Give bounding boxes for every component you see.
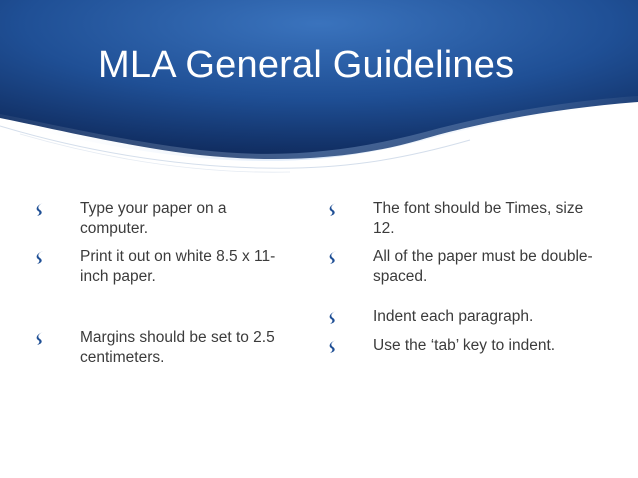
list-item [34,328,296,367]
swirl-bullet-icon [327,250,340,265]
list-item-text: Indent each paragraph. [373,308,534,325]
swirl-bullet-icon [34,250,47,265]
title-banner [0,0,638,180]
swirl-bullet-icon [327,339,340,354]
list-item [34,247,296,286]
slide-title: MLA General Guidelines [98,44,515,86]
list-item [34,199,296,238]
left-column [34,199,296,367]
list-item [327,199,597,238]
list-item-text: Type your paper on a computer. [80,200,227,237]
list-item [327,307,597,327]
right-column [327,199,597,355]
swirl-bullet-icon [327,310,340,325]
list-item-text: The font should be Times, size 12. [373,200,584,237]
swirl-bullet-icon [34,331,47,346]
list-item [327,336,597,356]
list-item-text: Print it out on white 8.5 x 11-inch paper. [80,248,276,285]
list-item [327,247,597,286]
list-item-text: Use the ‘tab’ key to indent. [373,336,556,354]
list-item-text: All of the paper must be double-spaced. [373,248,593,285]
list-item-text: Margins should be set to 2.5 centimeters. [80,329,275,366]
swirl-bullet-icon [327,202,340,217]
swirl-bullet-icon [34,202,47,217]
